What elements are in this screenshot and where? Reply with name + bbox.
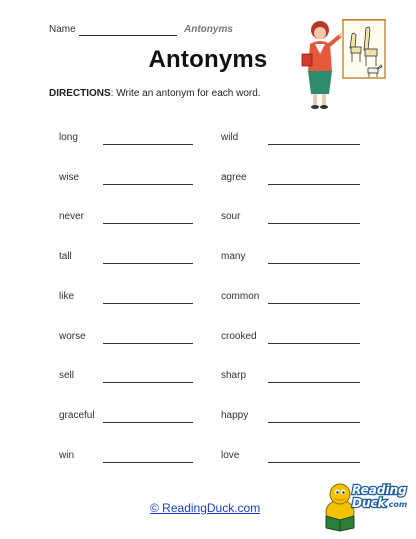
answer-line[interactable]	[268, 462, 360, 463]
answer-line[interactable]	[268, 144, 360, 145]
name-line[interactable]	[79, 35, 177, 36]
logo-line-1: Reading	[352, 483, 407, 497]
word-item: agree	[221, 171, 247, 183]
answer-line[interactable]	[268, 422, 360, 423]
directions-label: DIRECTIONS	[49, 88, 111, 99]
word-item: love	[221, 449, 240, 461]
directions-text: : Write an antonym for each word.	[110, 88, 261, 99]
topic-label: Antonyms	[184, 24, 233, 35]
word-item: many	[221, 251, 246, 263]
word-item: sell	[59, 370, 75, 382]
word-item: win	[59, 449, 75, 461]
answer-line[interactable]	[103, 422, 193, 423]
word-item: wild	[221, 132, 239, 143]
answer-line[interactable]	[268, 343, 360, 344]
answer-line[interactable]	[268, 223, 360, 224]
answer-line[interactable]	[103, 223, 193, 224]
answer-line[interactable]	[103, 263, 193, 264]
answer-line[interactable]	[268, 184, 360, 185]
word-item: graceful	[59, 409, 95, 421]
answer-line[interactable]	[103, 462, 193, 463]
answer-line[interactable]	[103, 382, 193, 383]
answer-line[interactable]	[268, 303, 360, 304]
word-item: sharp	[221, 370, 247, 382]
answer-line[interactable]	[268, 263, 360, 264]
logo-text	[352, 484, 407, 511]
word-item: never	[59, 211, 85, 223]
answer-line[interactable]	[103, 144, 193, 145]
word-item: common	[221, 290, 260, 302]
word-item: crooked	[221, 330, 257, 342]
teacher-illustration-icon	[298, 14, 390, 112]
answer-line[interactable]	[103, 343, 193, 344]
logo-line-2: Duck.com	[352, 496, 408, 510]
word-item: long	[59, 132, 78, 143]
word-item: tall	[59, 251, 72, 263]
word-item: sour	[221, 211, 241, 223]
directions	[49, 88, 261, 99]
answer-line[interactable]	[103, 184, 193, 185]
word-item: worse	[59, 330, 86, 342]
page-title: Antonyms	[148, 46, 268, 73]
footer-link[interactable]: © ReadingDuck.com	[150, 501, 261, 515]
word-item: happy	[221, 409, 249, 421]
answer-line[interactable]	[103, 303, 193, 304]
answer-line[interactable]	[268, 382, 360, 383]
word-item: wise	[59, 171, 80, 183]
word-item: like	[59, 290, 75, 302]
name-label: Name	[49, 24, 76, 35]
